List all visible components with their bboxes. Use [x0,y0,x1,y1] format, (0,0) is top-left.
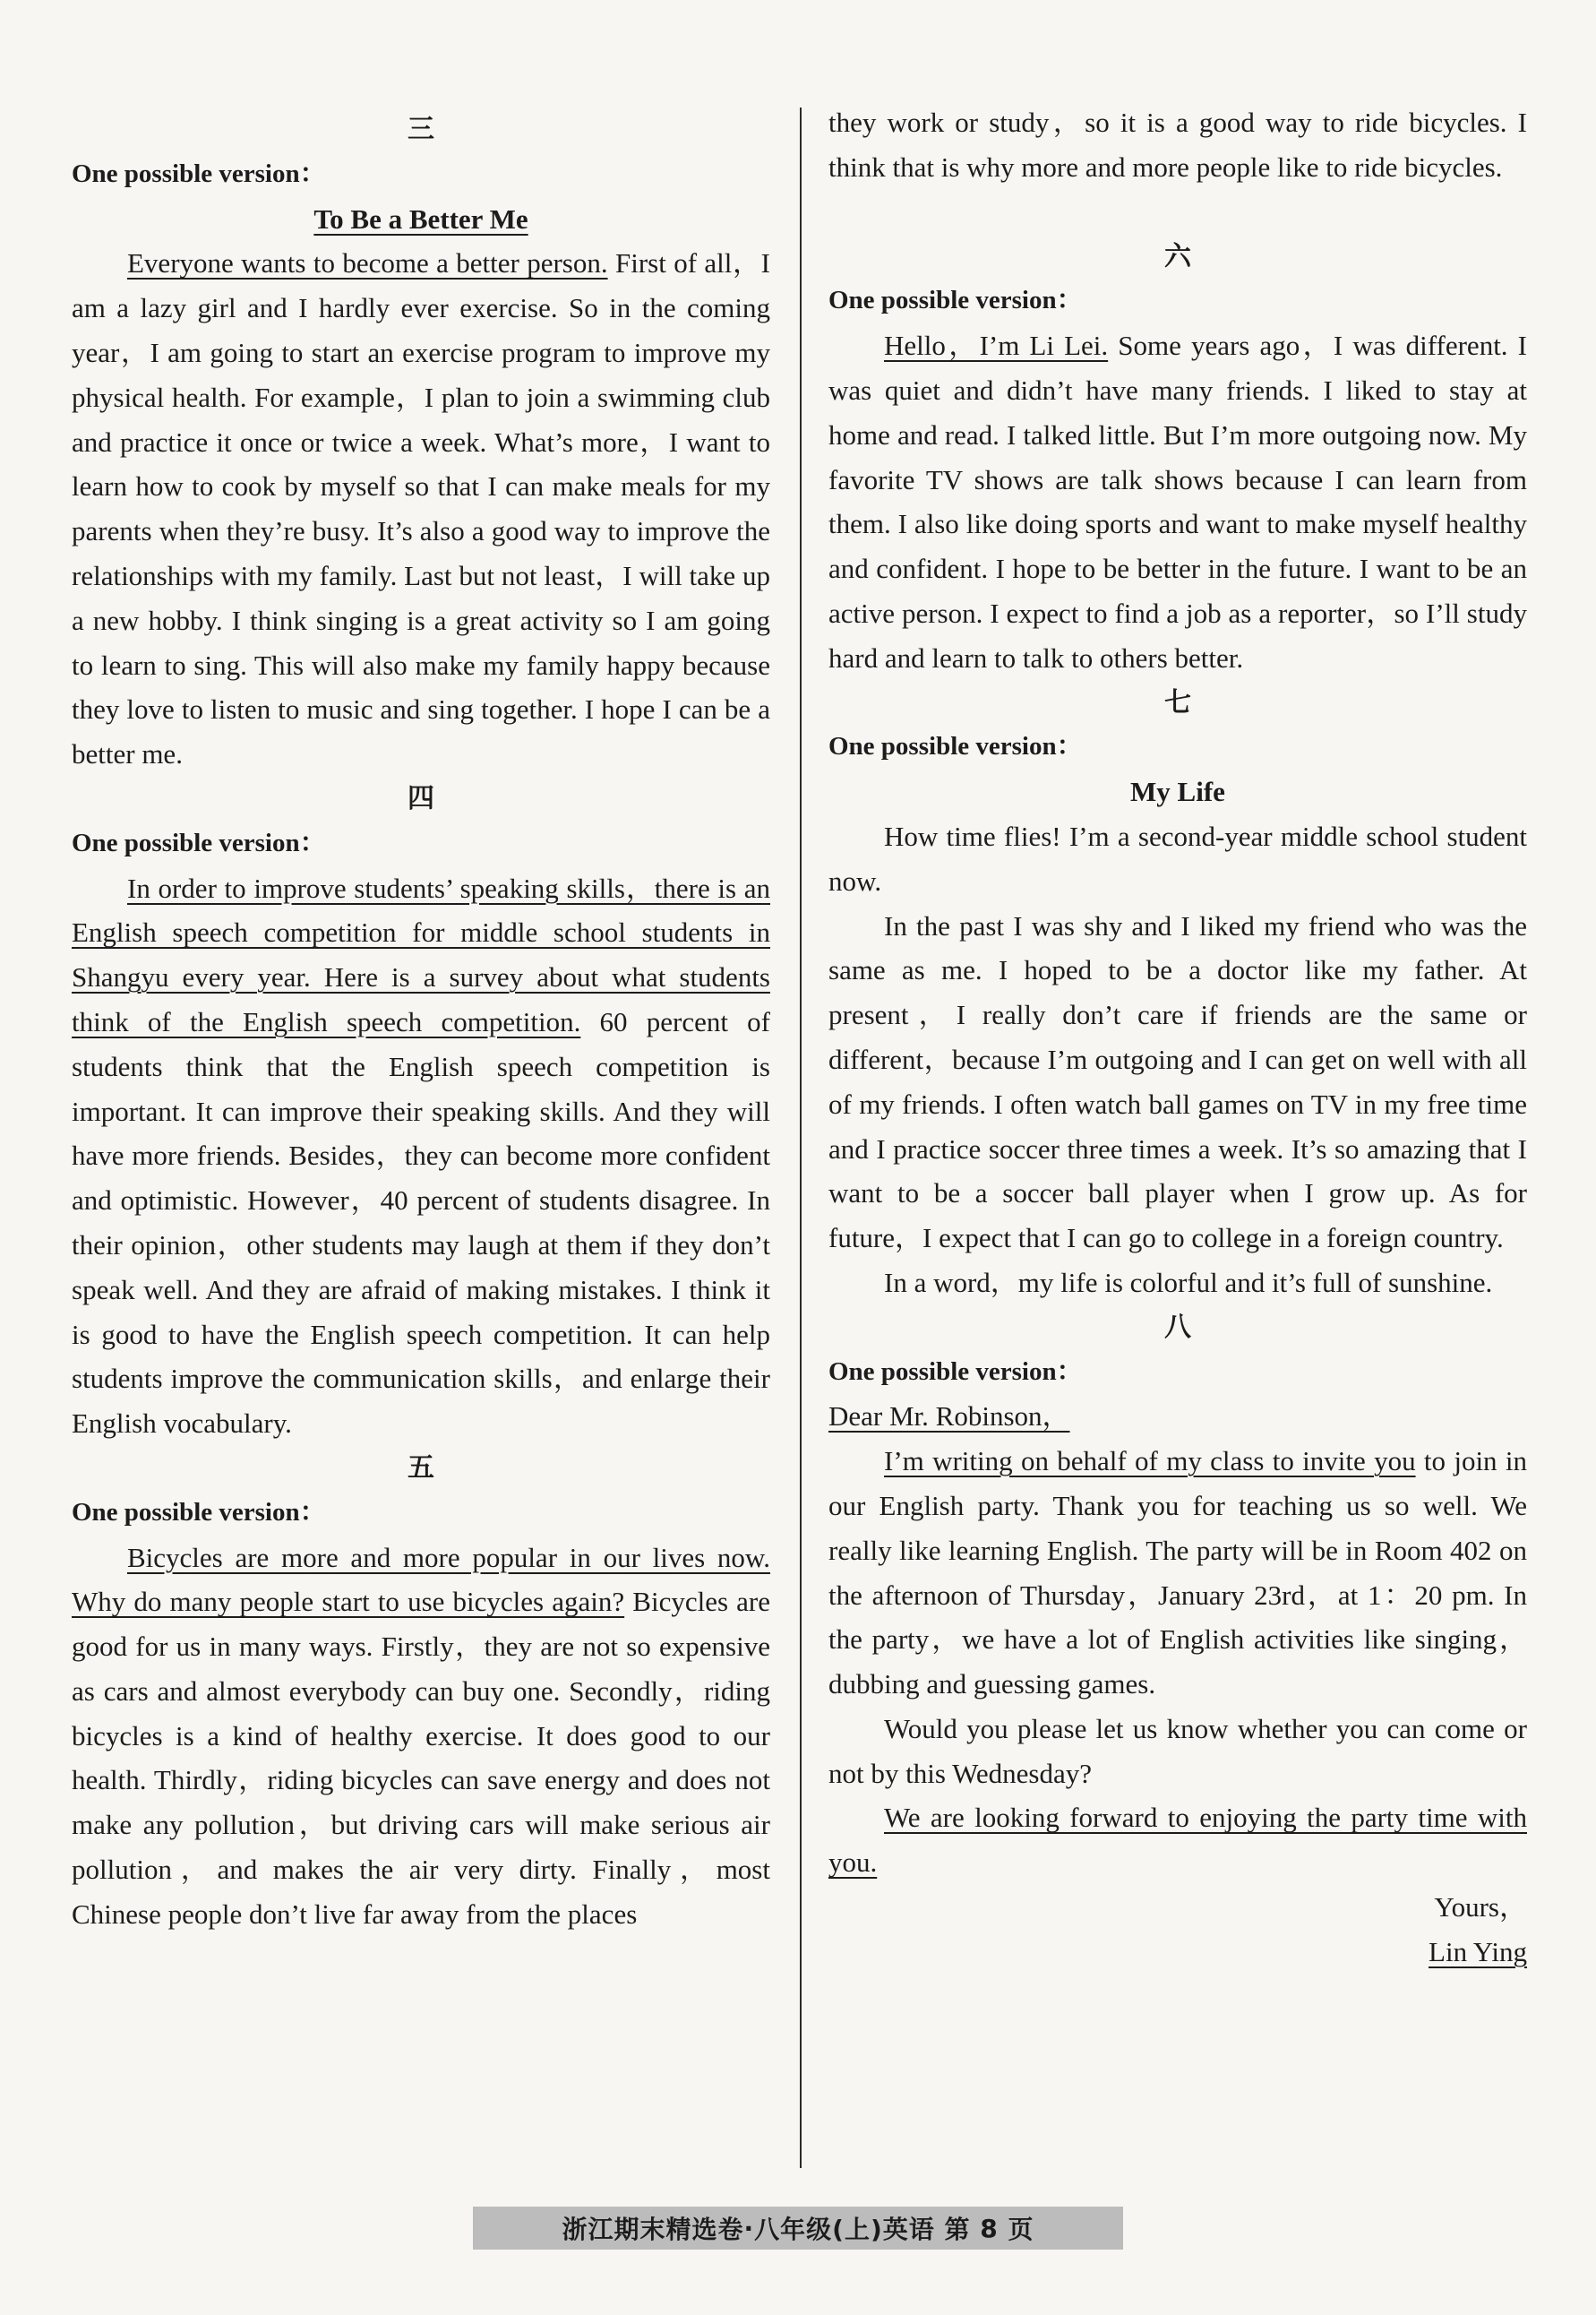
section-3-body: First of all，I am a lazy girl and I hardly ever exercise. So in the coming year，I am going to start an exercise program to improve my physical health. For example，I plan to join a swimming club and practice it once or twice a week. What’s more，I want to learn how to cook by myself so that I can make meals for my parents when they’re busy. It’s also a good way to improve the relationships with my family. Last but not least，I will take up a new hobby. I think singing is a great activity so I am going to learn to sing. This will also make my family happy because they love to listen to music and sing together. I hope I can be a better me. [72,247,770,770]
section-3-title-text: To Be a Better Me [313,202,528,235]
section-6-paragraph [828,323,1527,680]
letter-closing-sentence: We are looking forward to enjoying the party time with you. [828,1802,1527,1879]
section-4-paragraph [72,866,770,1446]
page-footer [473,2207,1123,2250]
section-3-label: One possible version： [72,159,326,188]
section-8-label: One possible version： [828,1356,1083,1386]
section-4-label: One possible version： [72,828,326,857]
footer-series: 浙江期末精选卷 [562,2215,744,2244]
section-7-paragraph-2: In the past I was shy and I liked my friend who was the same as me. I hoped to be a doctor like my father. At present，I really don’t care if friends are the same or different，because I’m outgoing and I can get on well with all of my friends. I often watch ball games on TV in my free time and I practice soccer three times a week. It’s so amazing that I want to be a soccer ball player when I grow up. As for future，I expect that I can go to college in a foreign country. [828,909,1527,1254]
letter-signature-text: Lin Ying [1429,1935,1527,1967]
section-7-label: One possible version： [828,732,1083,762]
letter-salutation-text: Dear Mr. Robinson， [828,1400,1070,1433]
spacer [828,190,1527,235]
section-5-label: One possible version： [72,1497,326,1527]
letter-paragraph-2: Would you please let us know whether you can come or not by this Wednesday? [828,1712,1527,1789]
section-8-heading: 八 [1164,1311,1191,1343]
section-6-label: One possible version： [828,286,1083,315]
section-6-heading: 六 [1164,240,1191,272]
letter-paragraph-3 [828,1795,1527,1885]
letter-body-1: to join in our English party. Thank you for teaching us so well. We really like learning English. The party will be in Room 402 on the afternoon of Thursday，January 23rd，at 1：20 pm. In the party，we have a lot of English activities like singing，dubbing and guessing games. [828,1445,1527,1700]
footer-grade-subject: 八年级(上)英语 [754,2215,935,2244]
section-5-body: Bicycles are good for us in many ways. Firstly，they are not so expensive as cars and almost everybody can buy one. Secondly，riding bicycles is a kind of healthy exercise. It does good to our health. Thirdly，riding bicycles can save energy and does not make any pollution，but driving cars will make serious air pollution，and makes the air very dirty. Finally，most Chinese people don’t live far away from the places [72,1586,771,1930]
right-column [828,100,1527,1975]
section-3-heading: 三 [408,114,434,145]
column-divider [800,108,802,2168]
section-7-paragraph-1: How time flies! I’m a second-year middle school student now. [828,820,1527,897]
section-5-topic-sentence: Bicycles are more and more popular in our lives now. Why do many people start to use bicycles again? [72,1541,770,1618]
section-4-body: 60 percent of students think that the English speech competition is important. It can improve their speaking skills. And they will have more friends. Besides，they can become more confident and optimistic. However，40 percent of students disagree. In their opinion，other students may laugh at them if they don’t speak well. And they are afraid of making mistakes. I think it is good to have the English speech competition. It can help students improve the communication skills，and enlarge their English vocabulary. [72,1005,770,1440]
footer-page-number: 8 [980,2213,999,2243]
section-4-heading: 四 [408,782,434,814]
section-3-paragraph [72,241,770,777]
section-7-paragraph-3: In a word，my life is colorful and it’s full of sunshine. [884,1266,1493,1298]
letter-paragraph-1 [828,1439,1527,1707]
section-3-topic-sentence: Everyone wants to become a better person. [127,247,608,280]
footer-page-suffix: 页 [1008,2215,1034,2244]
section-5-paragraph [72,1536,770,1937]
section-3-title [72,197,770,242]
section-5-continued: they work or study，so it is a good way to ride bicycles. I think that is why more and more people like to ride bicycles. [828,107,1527,183]
section-5-heading: 五 [408,1451,434,1484]
footer-page-prefix: 第 [944,2215,971,2244]
letter-signature [828,1930,1527,1975]
letter-opening-sentence: I’m writing on behalf of my class to invite you [884,1445,1416,1477]
section-4-topic-sentence: In order to improve students’ speaking skills，there is an English speech competition for middle school students in Shangyu every year. Here is a survey about what students think of the English speech competition. [72,872,770,1037]
section-6-body: Some years ago，I was different. I was quiet and didn’t have many friends. I liked to stay at home and read. I talked little. But I’m more outgoing now. My favorite TV shows are talk shows because I can learn from them. I also like doing sports and want to make myself healthy and confident. I hope to be better in the future. I want to be an active person. I expect to find a job as a reporter，so I’ll study hard and learn to talk to others better. [828,330,1527,674]
section-6-topic-sentence: Hello，I’m Li Lei. [884,330,1109,362]
left-column [72,108,770,1937]
letter-salutation [828,1394,1527,1439]
footer-dot: · [743,2213,755,2243]
letter-closing: Yours， [1434,1891,1527,1923]
section-7-title: My Life [1130,776,1225,808]
section-7-heading: 七 [1164,686,1191,719]
